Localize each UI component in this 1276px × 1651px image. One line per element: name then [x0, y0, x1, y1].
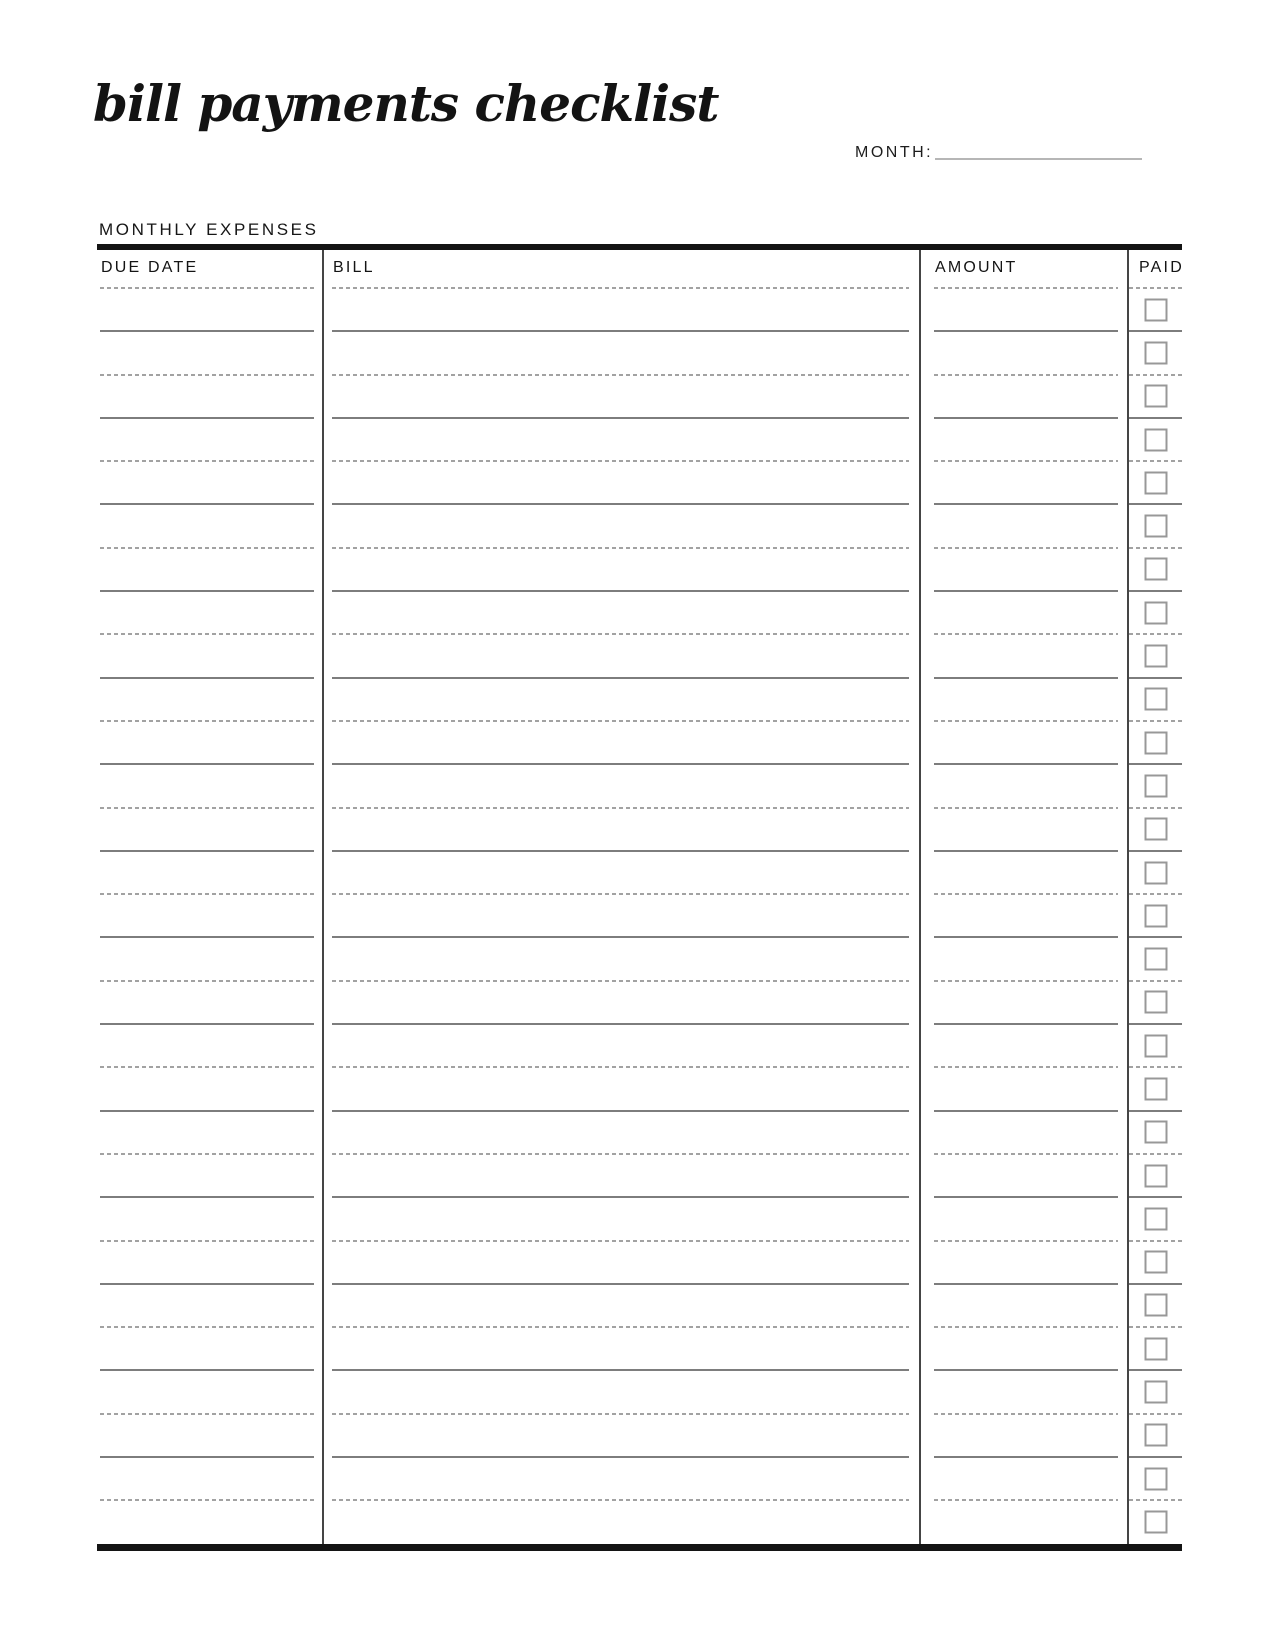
paid-cell [1129, 418, 1182, 461]
due-date-field[interactable] [97, 548, 324, 591]
bill-field[interactable] [324, 937, 921, 980]
amount-field[interactable] [921, 981, 1129, 1024]
bill-field[interactable] [324, 894, 921, 937]
bill-field[interactable] [324, 1457, 921, 1500]
due-date-field[interactable] [97, 1241, 324, 1284]
paid-checkbox[interactable] [1144, 515, 1167, 538]
paid-checkbox[interactable] [1144, 558, 1167, 581]
bill-field[interactable] [324, 288, 921, 331]
bill-field[interactable] [324, 851, 921, 894]
table-row [97, 548, 1182, 591]
table-row [97, 1370, 1182, 1413]
paid-cell [1129, 1111, 1182, 1154]
paid-cell [1129, 1024, 1182, 1067]
paid-checkbox[interactable] [1144, 991, 1167, 1014]
table-row [97, 461, 1182, 504]
paid-cell [1129, 678, 1182, 721]
paid-checkbox[interactable] [1144, 471, 1167, 494]
paid-cell [1129, 1370, 1182, 1413]
amount-field[interactable] [921, 1414, 1129, 1457]
month-label: MONTH: [855, 144, 934, 161]
due-date-field[interactable] [97, 1414, 324, 1457]
amount-field[interactable] [921, 764, 1129, 807]
table-row [97, 1241, 1182, 1284]
bill-field[interactable] [324, 1370, 921, 1413]
table-row [97, 1327, 1182, 1370]
amount-field[interactable] [921, 1111, 1129, 1154]
amount-field[interactable] [921, 851, 1129, 894]
paid-cell [1129, 1067, 1182, 1110]
due-date-field[interactable] [97, 937, 324, 980]
paid-cell [1129, 894, 1182, 937]
due-date-field[interactable] [97, 1500, 324, 1543]
bill-field[interactable] [324, 331, 921, 374]
bill-field[interactable] [324, 418, 921, 461]
table-header-row [97, 250, 1182, 288]
table-row [97, 764, 1182, 807]
bill-field[interactable] [324, 461, 921, 504]
column-header-label: BILL [333, 259, 375, 276]
table-row [97, 1067, 1182, 1110]
amount-field[interactable] [921, 1500, 1129, 1543]
amount-field[interactable] [921, 548, 1129, 591]
amount-field[interactable] [921, 808, 1129, 851]
paid-cell [1129, 1500, 1182, 1543]
table-row [97, 937, 1182, 980]
due-date-field[interactable] [97, 1067, 324, 1110]
paid-checkbox[interactable] [1144, 645, 1167, 668]
due-date-field[interactable] [97, 894, 324, 937]
due-date-field[interactable] [97, 721, 324, 764]
paid-cell [1129, 721, 1182, 764]
month-input-line[interactable] [935, 158, 1142, 160]
due-date-field[interactable] [97, 504, 324, 547]
table-row [97, 678, 1182, 721]
paid-checkbox[interactable] [1144, 1510, 1167, 1533]
column-header-label: PAID [1139, 259, 1184, 276]
table-row [97, 1500, 1182, 1543]
paid-checkbox[interactable] [1144, 1164, 1167, 1187]
due-date-field[interactable] [97, 1111, 324, 1154]
bill-field[interactable] [324, 1327, 921, 1370]
amount-field[interactable] [921, 504, 1129, 547]
table-row [97, 1111, 1182, 1154]
paid-cell [1129, 981, 1182, 1024]
page-title: bill payments checklist [93, 74, 719, 133]
due-date-field[interactable] [97, 634, 324, 677]
paid-checkbox[interactable] [1144, 948, 1167, 971]
amount-field[interactable] [921, 1024, 1129, 1067]
paid-cell [1129, 1197, 1182, 1240]
paid-cell [1129, 937, 1182, 980]
paid-cell [1129, 1154, 1182, 1197]
paid-cell [1129, 764, 1182, 807]
amount-field[interactable] [921, 1327, 1129, 1370]
table-row [97, 634, 1182, 677]
due-date-field[interactable] [97, 851, 324, 894]
bill-field[interactable] [324, 1154, 921, 1197]
table-bottom-border [97, 1544, 1182, 1551]
due-date-field[interactable] [97, 764, 324, 807]
amount-field[interactable] [921, 894, 1129, 937]
bill-field[interactable] [324, 1284, 921, 1327]
paid-cell [1129, 851, 1182, 894]
table-row [97, 504, 1182, 547]
table-row [97, 375, 1182, 418]
bill-field[interactable] [324, 981, 921, 1024]
paid-checkbox[interactable] [1144, 904, 1167, 927]
paid-checkbox[interactable] [1144, 818, 1167, 841]
bill-field[interactable] [324, 591, 921, 634]
column-header-label: AMOUNT [935, 259, 1018, 276]
paid-checkbox[interactable] [1144, 1077, 1167, 1100]
bill-field[interactable] [324, 1067, 921, 1110]
bill-field[interactable] [324, 1111, 921, 1154]
amount-field[interactable] [921, 678, 1129, 721]
amount-field[interactable] [921, 375, 1129, 418]
paid-checkbox[interactable] [1144, 1337, 1167, 1360]
table-row [97, 851, 1182, 894]
table-row [97, 1197, 1182, 1240]
table-row [97, 1457, 1182, 1500]
paid-checkbox[interactable] [1144, 1467, 1167, 1490]
table-row [97, 1284, 1182, 1327]
table-row [97, 1414, 1182, 1457]
paid-checkbox[interactable] [1144, 688, 1167, 711]
paid-checkbox[interactable] [1144, 601, 1167, 624]
paid-checkbox[interactable] [1144, 298, 1167, 321]
bill-field[interactable] [324, 375, 921, 418]
due-date-field[interactable] [97, 1154, 324, 1197]
amount-field[interactable] [921, 461, 1129, 504]
paid-checkbox[interactable] [1144, 341, 1167, 364]
bill-field[interactable] [324, 1241, 921, 1284]
amount-field[interactable] [921, 1154, 1129, 1197]
due-date-field[interactable] [97, 1024, 324, 1067]
due-date-field[interactable] [97, 418, 324, 461]
due-date-field[interactable] [97, 981, 324, 1024]
table-row [97, 591, 1182, 634]
bill-field[interactable] [324, 678, 921, 721]
amount-field[interactable] [921, 634, 1129, 677]
table-row [97, 894, 1182, 937]
paid-cell [1129, 504, 1182, 547]
bill-field[interactable] [324, 764, 921, 807]
paid-cell [1129, 634, 1182, 677]
bill-field[interactable] [324, 504, 921, 547]
paid-cell [1129, 331, 1182, 374]
paid-cell [1129, 1457, 1182, 1500]
paid-checkbox[interactable] [1144, 731, 1167, 754]
paid-cell [1129, 591, 1182, 634]
due-date-field[interactable] [97, 678, 324, 721]
due-date-field[interactable] [97, 1370, 324, 1413]
paid-checkbox[interactable] [1144, 1381, 1167, 1404]
paid-cell [1129, 808, 1182, 851]
due-date-field[interactable] [97, 591, 324, 634]
amount-field[interactable] [921, 1457, 1129, 1500]
bill-field[interactable] [324, 548, 921, 591]
due-date-field[interactable] [97, 288, 324, 331]
due-date-field[interactable] [97, 1284, 324, 1327]
table-row [97, 1024, 1182, 1067]
column-header-bill [324, 250, 921, 288]
amount-field[interactable] [921, 591, 1129, 634]
paid-checkbox[interactable] [1144, 385, 1167, 408]
column-header-paid [1129, 250, 1182, 288]
bill-field[interactable] [324, 634, 921, 677]
amount-field[interactable] [921, 721, 1129, 764]
paid-checkbox[interactable] [1144, 1121, 1167, 1144]
column-header-amount [921, 250, 1129, 288]
paid-cell [1129, 461, 1182, 504]
expenses-table [97, 244, 1182, 1551]
paid-cell [1129, 1327, 1182, 1370]
paid-checkbox[interactable] [1144, 1251, 1167, 1274]
due-date-field[interactable] [97, 375, 324, 418]
due-date-field[interactable] [97, 331, 324, 374]
table-body [97, 288, 1182, 1544]
paid-checkbox[interactable] [1144, 861, 1167, 884]
due-date-field[interactable] [97, 1457, 324, 1500]
paid-cell [1129, 288, 1182, 331]
bill-field[interactable] [324, 1500, 921, 1543]
table-row [97, 808, 1182, 851]
amount-field[interactable] [921, 1241, 1129, 1284]
amount-field[interactable] [921, 331, 1129, 374]
table-row [97, 288, 1182, 331]
paid-cell [1129, 1241, 1182, 1284]
bill-field[interactable] [324, 721, 921, 764]
column-header-label: DUE DATE [101, 259, 199, 276]
table-row [97, 981, 1182, 1024]
paid-checkbox[interactable] [1144, 428, 1167, 451]
due-date-field[interactable] [97, 1327, 324, 1370]
paid-checkbox[interactable] [1144, 774, 1167, 797]
amount-field[interactable] [921, 1284, 1129, 1327]
table-row [97, 1154, 1182, 1197]
bill-field[interactable] [324, 1197, 921, 1240]
due-date-field[interactable] [97, 808, 324, 851]
table-row [97, 331, 1182, 374]
bill-field[interactable] [324, 1414, 921, 1457]
amount-field[interactable] [921, 1370, 1129, 1413]
paid-cell [1129, 375, 1182, 418]
amount-field[interactable] [921, 1197, 1129, 1240]
paid-checkbox[interactable] [1144, 1424, 1167, 1447]
paid-cell [1129, 1414, 1182, 1457]
amount-field[interactable] [921, 288, 1129, 331]
table-row [97, 721, 1182, 764]
paid-cell [1129, 548, 1182, 591]
paid-cell [1129, 1284, 1182, 1327]
bill-field[interactable] [324, 808, 921, 851]
amount-field[interactable] [921, 1067, 1129, 1110]
paid-checkbox[interactable] [1144, 1034, 1167, 1057]
section-label: MONTHLY EXPENSES [99, 220, 319, 239]
paid-checkbox[interactable] [1144, 1294, 1167, 1317]
amount-field[interactable] [921, 937, 1129, 980]
bill-field[interactable] [324, 1024, 921, 1067]
amount-field[interactable] [921, 418, 1129, 461]
column-header-due-date [97, 250, 324, 288]
due-date-field[interactable] [97, 461, 324, 504]
table-row [97, 418, 1182, 461]
paid-checkbox[interactable] [1144, 1207, 1167, 1230]
due-date-field[interactable] [97, 1197, 324, 1240]
